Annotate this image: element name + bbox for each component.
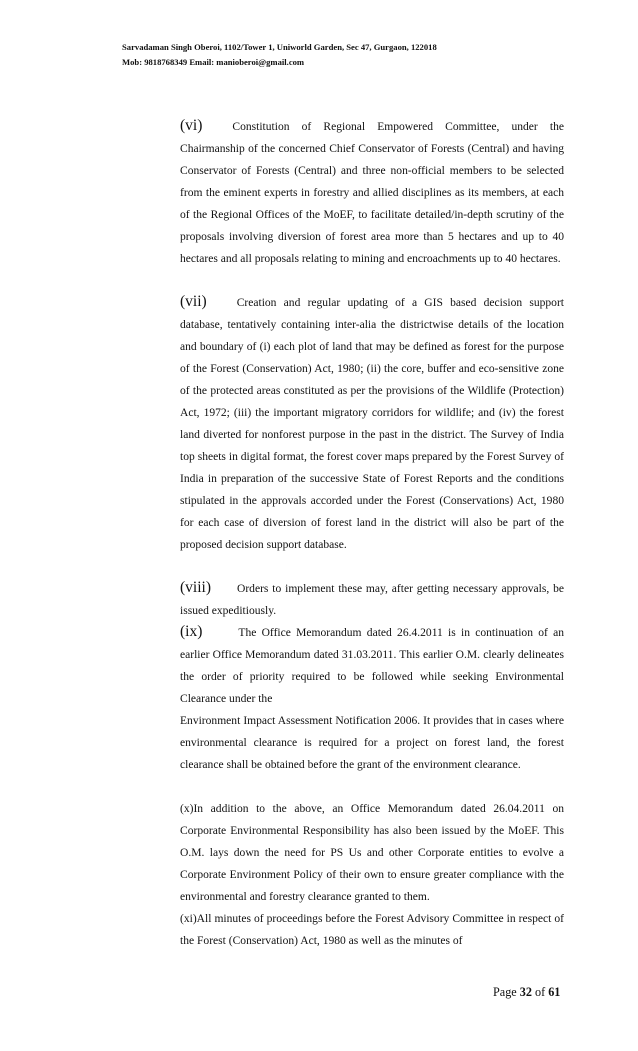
paragraph-number-viii: (viii) xyxy=(180,579,211,596)
letterhead-address: Sarvadaman Singh Oberoi, 1102/Tower 1, Uniworld Garden, Sec 47, Gurgaon, 122018 xyxy=(122,42,437,52)
page-number: 32 xyxy=(519,985,532,999)
paragraph-text-ix: The Office Memorandum dated 26.4.2011 is in continuation of an earlier Office Memorandum dated 31.03.2011. This earlier O.M. clearly delineates the order of priority required to be followed while seeking Environmental Clearance under the xyxy=(180,627,564,705)
document-body xyxy=(180,116,564,952)
paragraph-ix-continuation: Environment Impact Assessment Notification 2006. It provides that in cases where environmental clearance is required for a project on forest land, the forest clearance shall be obtained before the grant of the environment clearance. xyxy=(180,715,564,771)
letterhead-contact: Mob: 9818768349 Email: manioberoi@gmail.com xyxy=(122,57,305,67)
paragraph-ix xyxy=(180,622,564,710)
paragraph-number-ix: (ix) xyxy=(180,623,203,640)
paragraph-x: (x)In addition to the above, an Office Memorandum dated 26.04.2011 on Corporate Environmental Responsibility has also been issued by the MoEF. This O.M. lays down the need for PS Us and other Corporate entities to evolve a Corporate Environment Policy of their own to ensure greater compliance with the environmental and forestry clearance granted to them. xyxy=(180,803,564,903)
paragraph-vii xyxy=(180,292,564,578)
paragraph-number-vi: (vi) xyxy=(180,117,203,134)
paragraph-text-vii: Creation and regular updating of a GIS based decision support database, tentatively containing inter-alia the districtwise details of the location and boundary of (i) each plot of land that may be defined as forest for the purpose of the Forest (Conservation) Act, 1980; (ii) the core, buffer and eco-sensitive zone of the protected areas constituted as per the provisions of the Wildlife (Protection) Act, 1972; (iii) the important migratory corridors for wildlife; and (iv) the forest land diverted for nonforest purpose in the past in the district. The Survey of India top sheets in digital format, the forest cover maps prepared by the Forest Survey of India in preparation of the successive State of Forest Reports and the conditions stipulated in the approvals accorded under the Forest (Conservations) Act, 1980 for each case of diversion of forest land in the district will also be part of the proposed decision support database. xyxy=(180,297,564,551)
paragraph-viii xyxy=(180,578,564,622)
paragraph-vi xyxy=(180,116,564,292)
letterhead xyxy=(122,40,582,70)
paragraph-text-viii: Orders to implement these may, after getting necessary approvals, be issued expeditiously. xyxy=(180,583,564,617)
total-pages: 61 xyxy=(548,985,561,999)
paragraph-number-vii: (vii) xyxy=(180,293,207,310)
page-word: Page xyxy=(493,985,517,999)
page-footer xyxy=(493,985,593,1000)
of-word: of xyxy=(534,985,546,999)
paragraph-xi: (xi)All minutes of proceedings before the Forest Advisory Committee in respect of the Forest (Conservation) Act, 1980 as well as the minutes of xyxy=(180,913,564,947)
paragraph-text-vi: Constitution of Regional Empowered Committee, under the Chairmanship of the concerned Chief Conservator of Forests (Central) and having Conservator of Forests (Central) and three non-official members to be selected from the eminent experts in forestry and allied disciplines as its members, at each of the Regional Offices of the MoEF, to facilitate detailed/in-depth scrutiny of the proposals involving diversion of forest area more than 5 hectares and up to 40 hectares and all proposals relating to mining and encroachments up to 40 hectares. xyxy=(180,121,564,265)
